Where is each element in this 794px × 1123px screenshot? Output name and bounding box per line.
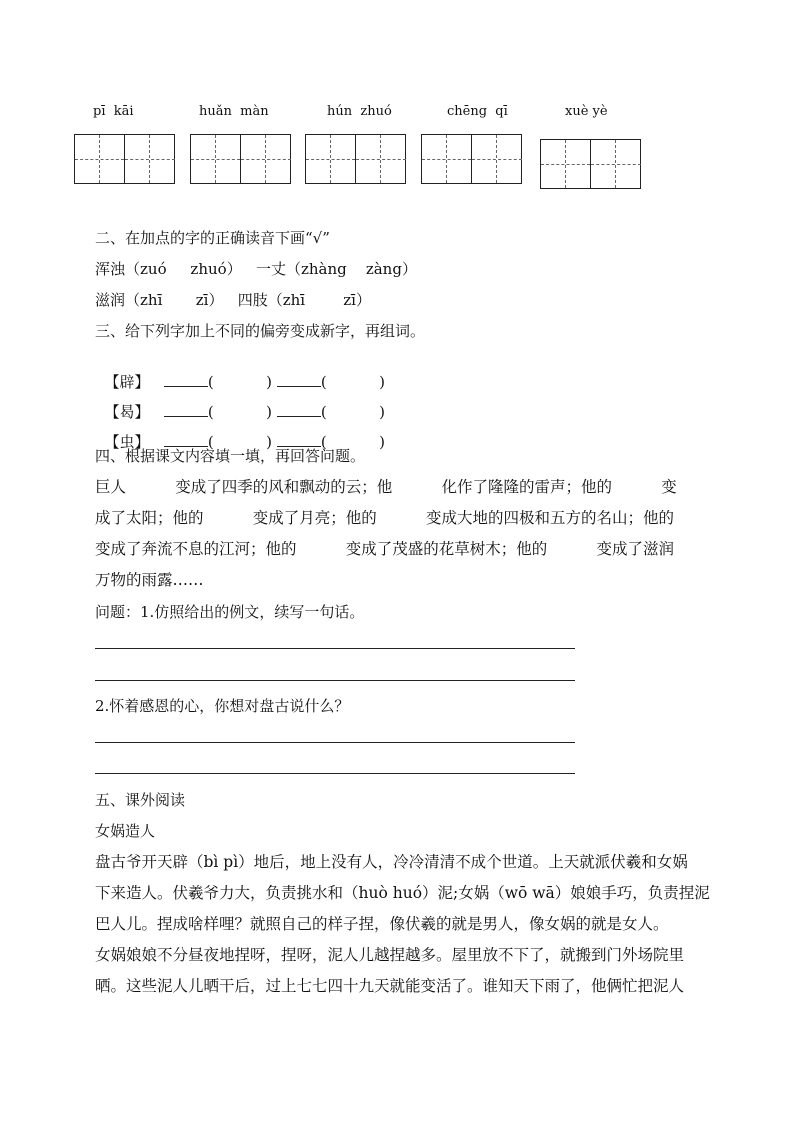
paren-blank[interactable]: ( ) [320,433,385,451]
question-1: 问题：1.仿照给出的例文，续写一句话。 [95,603,365,621]
pinyin-label-3: hún zhuó [327,104,392,119]
answer-line[interactable] [95,648,575,649]
writing-grid-3[interactable] [305,134,406,184]
pinyin-label-1: pī kāi [93,104,134,119]
section2-row2: 滋润（zhī zī） 四肢（zhī zī） [95,291,371,309]
section4-line-4: 万物的雨露…… [95,571,204,589]
section4-line-2: 成了太阳；他的 变成了月亮；他的 变成大地的四极和五方的名山；他的 [95,509,675,527]
story-line-3: 巴人儿。捏成啥样哩？就照自己的样子捏，像伏羲的就是男人，像女娲的就是女人。 [95,915,669,933]
story-line-5: 晒。这些泥人儿晒干后，过上七七四十九天就能变活了。谁知天下雨了，他俩忙把泥人 [95,977,685,995]
grid-cell[interactable] [75,135,125,183]
answer-line[interactable] [95,773,575,774]
grid-cell[interactable] [422,135,472,183]
paren-blank[interactable]: ( ) [207,403,273,421]
story-title: 女娲造人 [95,822,156,840]
writing-grid-1[interactable] [74,134,175,184]
pinyin-label-2: huǎn màn [199,104,269,119]
answer-line[interactable] [95,742,575,743]
grid-cell[interactable] [356,135,406,183]
char-label: 【虫】 [104,433,150,451]
writing-grid-4[interactable] [421,134,522,184]
pinyin-label-5: xuè yè [565,104,608,119]
grid-cell[interactable] [541,140,591,188]
grid-cell[interactable] [306,135,356,183]
grid-cell[interactable] [472,135,522,183]
answer-blank[interactable] [277,432,321,447]
paren-blank[interactable]: ( ) [207,433,273,451]
char-label: 【辟】 [104,373,150,391]
char-label: 【曷】 [104,403,150,421]
story-line-2: 下来造人。伏羲爷力大，负责挑水和（huò huó）泥;女娲（wō wā）娘娘手巧，负责捏泥 [95,884,710,902]
section4-title: 四、根据课文内容填一填，再回答问题。 [95,447,366,465]
paren-blank[interactable]: ( ) [320,403,385,421]
grid-cell[interactable] [591,140,641,188]
question-2: 2.怀着感恩的心，你想对盘古说什么？ [95,697,350,715]
writing-grid-2[interactable] [190,134,291,184]
section2-row1: 浑浊（zuó zhuó） 一丈（zhàng zàng） [95,260,417,278]
grid-cell[interactable] [191,135,241,183]
paren-blank[interactable]: ( ) [207,373,273,391]
story-line-4: 女娲娘娘不分昼夜地捏呀，捏呀，泥人儿越捏越多。屋里放不下了，就搬到门外场院里 [95,946,685,964]
pinyin-label-4: chēng qī [447,104,508,119]
section4-line-3: 变成了奔流不息的江河；他的 变成了茂盛的花草树木；他的 变成了滋润 [95,540,675,558]
section4-line-1: 巨人 变成了四季的风和飘动的云；他 化作了隆隆的雷声；他的 变 [95,478,677,496]
section2-title: 二、在加点的字的正确读音下画“√” [95,229,330,247]
grid-cell[interactable] [125,135,175,183]
writing-grid-5[interactable] [540,139,641,189]
answer-line[interactable] [95,680,575,681]
grid-cell[interactable] [241,135,291,183]
answer-blank[interactable] [164,432,208,447]
paren-blank[interactable]: ( ) [320,373,385,391]
story-line-1: 盘古爷开天辟（bì pì）地后，地上没有人，冷冷清清不成个世道。上天就派伏羲和女娲 [95,853,688,871]
section5-title: 五、课外阅读 [95,791,186,809]
section3-title: 三、给下列字加上不同的偏旁变成新字，再组词。 [95,322,426,340]
